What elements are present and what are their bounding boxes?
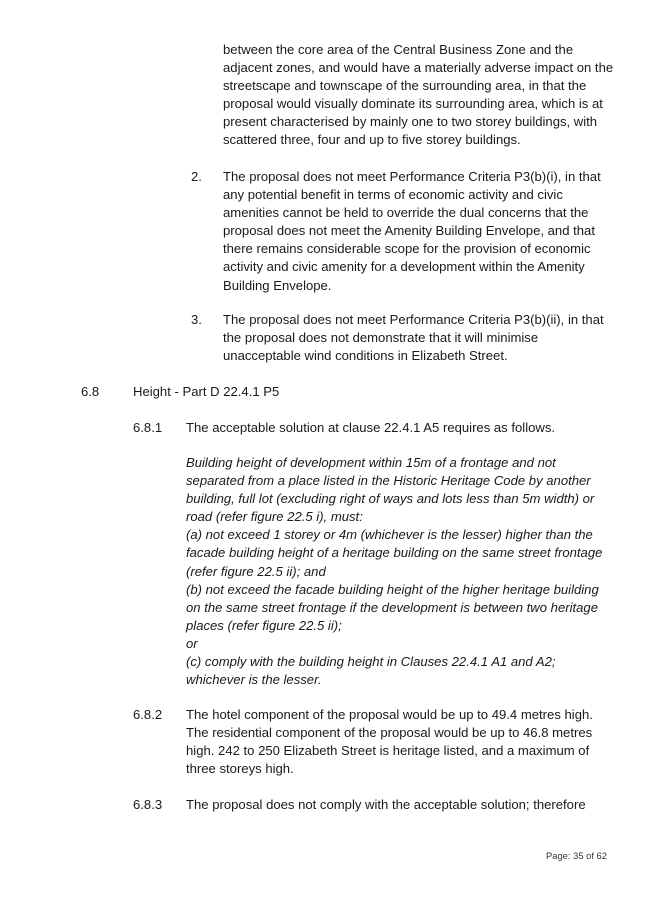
quote-line: whichever is the lesser.: [186, 672, 322, 688]
text-line: The proposal does not meet Performance Criteria P3(b)(ii), in that: [223, 312, 604, 327]
quote-line: (a) not exceed 1 storey or 4m (whichever is the lesser) higher than the: [186, 527, 593, 543]
text-line: The residential component of the proposal would be up to 46.8 metres: [186, 725, 593, 741]
subsection-text: [186, 796, 606, 814]
text-line: streetscape and townscape of the surrounding area, in that the: [223, 78, 587, 94]
text-line: The hotel component of the proposal would be up to 49.4 metres high.: [186, 707, 593, 722]
list-item-number: 2.: [191, 169, 202, 184]
quote-line: separated from a place listed in the Historic Heritage Code by another: [186, 473, 591, 489]
section-number: 6.8: [81, 384, 100, 399]
quote-line: on the same street frontage if the development is between two heritage: [186, 599, 598, 615]
text-line: amenities cannot be held to override the dual concerns that the: [223, 205, 589, 221]
intro-paragraph: [223, 41, 613, 150]
quote-line: (b) not exceed the facade building height of the higher heritage building: [186, 581, 599, 597]
quote-line: road (refer figure 22.5 i), must:: [186, 509, 363, 525]
list-item-text: [223, 168, 613, 295]
quote-line: places (refer figure 22.5 ii);: [186, 617, 342, 633]
subsection-text: [186, 706, 606, 778]
quote-line: Building height of development within 15m of a frontage and not: [186, 455, 556, 470]
quote-line: (refer figure 22.5 ii); and: [186, 563, 326, 579]
text-line: any potential benefit in terms of economic activity and civic: [223, 187, 563, 203]
text-line: there remains considerable scope for the provision of economic: [223, 241, 591, 257]
text-line: present characterised by mainly one to two storey buildings, with: [223, 114, 598, 130]
quote-line: facade building height of a heritage building on the same street frontage: [186, 545, 603, 561]
text-line: three storeys high.: [186, 761, 294, 777]
quote-line: building, full lot (excluding right of ways and lots less than 5m width) or: [186, 491, 595, 507]
section-heading: Height - Part D 22.4.1 P5: [133, 384, 280, 399]
list-item-text: [223, 311, 613, 365]
text-line: scattered three, four and up to five storey buildings.: [223, 132, 521, 148]
text-line: the proposal does not demonstrate that it will minimise: [223, 330, 539, 346]
subsection-number: 6.8.2: [133, 707, 163, 722]
quote-line: (c) comply with the building height in Clauses 22.4.1 A1 and A2;: [186, 654, 556, 670]
subsection-text: [186, 419, 606, 437]
quoted-acceptable-solution: [186, 454, 606, 689]
text-line: between the core area of the Central Business Zone and the: [223, 42, 574, 57]
text-line: Building Envelope.: [223, 277, 332, 293]
page-number: Page: 35 of 62: [546, 850, 607, 861]
text-line: proposal would visually dominate its surrounding area, which is at: [223, 96, 603, 112]
text-line: activity and civic amenity for a development within the Amenity: [223, 259, 585, 275]
subsection-number: 6.8.3: [133, 797, 163, 812]
text-line: unacceptable wind conditions in Elizabeth Street.: [223, 348, 508, 364]
text-line: adjacent zones, and would have a materially adverse impact on the: [223, 60, 614, 76]
text-line: The proposal does not meet Performance Criteria P3(b)(i), in that: [223, 169, 601, 184]
quote-line: or: [186, 635, 198, 651]
text-line: high. 242 to 250 Elizabeth Street is heritage listed, and a maximum of: [186, 743, 590, 759]
text-line: The acceptable solution at clause 22.4.1 A5 requires as follows.: [186, 420, 556, 435]
subsection-number: 6.8.1: [133, 420, 163, 435]
text-line: proposal does not meet the Amenity Building Envelope, and that: [223, 223, 595, 239]
text-line: The proposal does not comply with the acceptable solution; therefore: [186, 797, 586, 812]
list-item-number: 3.: [191, 312, 202, 327]
